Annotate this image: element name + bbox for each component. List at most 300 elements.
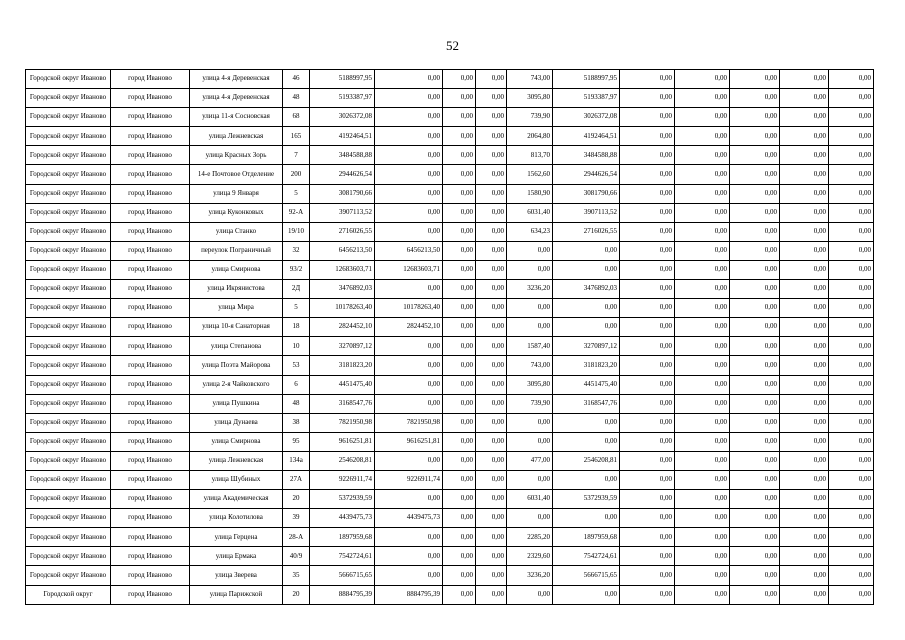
cell-cost: 0,00 <box>553 470 620 489</box>
cell-val-4: 0,00 <box>780 451 829 470</box>
cell-city: город Иваново <box>111 146 190 165</box>
cell-fund-b: 0,00 <box>443 89 476 108</box>
cell-val-5: 0,00 <box>829 394 874 413</box>
cell-val-1: 0,00 <box>620 490 675 509</box>
cell-region: Городской округ Иваново <box>26 509 111 528</box>
cell-street: улица Лежневская <box>190 127 283 146</box>
cell-val-1: 0,00 <box>620 585 675 604</box>
cell-val-2: 0,00 <box>675 375 730 394</box>
cell-total: 10178263,40 <box>310 299 375 318</box>
cell-val-1: 0,00 <box>620 375 675 394</box>
cell-street: улица Ермака <box>190 547 283 566</box>
cell-val-2: 0,00 <box>675 108 730 127</box>
cell-fund-c: 0,00 <box>476 375 507 394</box>
cell-region: Городской округ Иваново <box>26 375 111 394</box>
cell-cost: 5193387,97 <box>553 89 620 108</box>
cell-val-1: 0,00 <box>620 318 675 337</box>
cell-region: Городской округ Иваново <box>26 451 111 470</box>
cell-val-1: 0,00 <box>620 547 675 566</box>
cell-val-4: 0,00 <box>780 585 829 604</box>
cell-fund-a: 0,00 <box>375 184 443 203</box>
cell-street: улица Дунаева <box>190 413 283 432</box>
cell-region: Городской округ Иваново <box>26 490 111 509</box>
table-row <box>26 222 874 241</box>
cell-val-5: 0,00 <box>829 127 874 146</box>
cell-area: 3095,80 <box>507 375 553 394</box>
cell-val-2: 0,00 <box>675 318 730 337</box>
cell-region: Городской округ Иваново <box>26 146 111 165</box>
cell-val-2: 0,00 <box>675 241 730 260</box>
table-row <box>26 127 874 146</box>
cell-val-3: 0,00 <box>730 318 780 337</box>
cell-val-3: 0,00 <box>730 299 780 318</box>
table-row <box>26 241 874 260</box>
cell-house: 95 <box>283 432 310 451</box>
cell-area: 1562,60 <box>507 165 553 184</box>
cell-val-4: 0,00 <box>780 470 829 489</box>
cell-val-5: 0,00 <box>829 585 874 604</box>
cell-fund-a: 0,00 <box>375 108 443 127</box>
cell-total: 4192464,51 <box>310 127 375 146</box>
cell-val-3: 0,00 <box>730 280 780 299</box>
cell-region: Городской округ Иваново <box>26 413 111 432</box>
cell-fund-c: 0,00 <box>476 566 507 585</box>
cell-cost: 0,00 <box>553 432 620 451</box>
cell-val-1: 0,00 <box>620 451 675 470</box>
cell-fund-b: 0,00 <box>443 566 476 585</box>
cell-house: 2Д <box>283 280 310 299</box>
cell-house: 5 <box>283 184 310 203</box>
cell-fund-b: 0,00 <box>443 146 476 165</box>
cell-city: город Иваново <box>111 165 190 184</box>
cell-street: улица Смирнова <box>190 260 283 279</box>
cell-region: Городской округ Иваново <box>26 432 111 451</box>
table-row <box>26 432 874 451</box>
cell-val-4: 0,00 <box>780 222 829 241</box>
cell-val-4: 0,00 <box>780 394 829 413</box>
cell-area: 3236,20 <box>507 280 553 299</box>
cell-street: улица Лежневская <box>190 451 283 470</box>
cell-cost: 0,00 <box>553 585 620 604</box>
cell-total: 3168547,76 <box>310 394 375 413</box>
cell-area: 6031,40 <box>507 203 553 222</box>
cell-val-3: 0,00 <box>730 337 780 356</box>
cell-val-3: 0,00 <box>730 394 780 413</box>
cell-house: 32 <box>283 241 310 260</box>
cell-val-1: 0,00 <box>620 528 675 547</box>
cell-val-2: 0,00 <box>675 394 730 413</box>
cell-val-2: 0,00 <box>675 70 730 89</box>
cell-area: 1587,40 <box>507 337 553 356</box>
cell-house: 19/10 <box>283 222 310 241</box>
cell-cost: 5666715,65 <box>553 566 620 585</box>
cell-area: 739,90 <box>507 394 553 413</box>
cell-val-5: 0,00 <box>829 184 874 203</box>
table-row <box>26 585 874 604</box>
cell-city: город Иваново <box>111 547 190 566</box>
cell-cost: 0,00 <box>553 241 620 260</box>
cell-val-1: 0,00 <box>620 127 675 146</box>
cell-region: Городской округ Иваново <box>26 356 111 375</box>
cell-fund-b: 0,00 <box>443 222 476 241</box>
cell-fund-b: 0,00 <box>443 184 476 203</box>
cell-total: 9226911,74 <box>310 470 375 489</box>
cell-val-4: 0,00 <box>780 70 829 89</box>
cell-val-3: 0,00 <box>730 432 780 451</box>
cell-val-1: 0,00 <box>620 70 675 89</box>
cell-street: улица Куконковых <box>190 203 283 222</box>
cell-region: Городской округ Иваново <box>26 241 111 260</box>
cell-val-3: 0,00 <box>730 184 780 203</box>
cell-val-1: 0,00 <box>620 260 675 279</box>
cell-city: город Иваново <box>111 318 190 337</box>
cell-val-3: 0,00 <box>730 146 780 165</box>
cell-cost: 5188997,95 <box>553 70 620 89</box>
cell-val-1: 0,00 <box>620 108 675 127</box>
cell-val-5: 0,00 <box>829 547 874 566</box>
cell-val-4: 0,00 <box>780 280 829 299</box>
cell-fund-b: 0,00 <box>443 547 476 566</box>
cell-cost: 2716026,55 <box>553 222 620 241</box>
cell-fund-b: 0,00 <box>443 280 476 299</box>
cell-val-5: 0,00 <box>829 432 874 451</box>
cell-total: 4451475,40 <box>310 375 375 394</box>
cell-val-4: 0,00 <box>780 375 829 394</box>
cell-area: 0,00 <box>507 260 553 279</box>
cell-total: 3026372,08 <box>310 108 375 127</box>
cell-area: 0,00 <box>507 509 553 528</box>
cell-val-4: 0,00 <box>780 490 829 509</box>
cell-fund-c: 0,00 <box>476 470 507 489</box>
cell-total: 4439475,73 <box>310 509 375 528</box>
cell-house: 20 <box>283 585 310 604</box>
cell-val-4: 0,00 <box>780 509 829 528</box>
cell-fund-b: 0,00 <box>443 337 476 356</box>
cell-val-1: 0,00 <box>620 184 675 203</box>
cell-city: город Иваново <box>111 222 190 241</box>
cell-fund-a: 0,00 <box>375 490 443 509</box>
cell-fund-c: 0,00 <box>476 222 507 241</box>
cell-val-4: 0,00 <box>780 337 829 356</box>
cell-fund-c: 0,00 <box>476 146 507 165</box>
cell-area: 477,00 <box>507 451 553 470</box>
cell-fund-a: 4439475,73 <box>375 509 443 528</box>
table-row <box>26 337 874 356</box>
cell-val-5: 0,00 <box>829 299 874 318</box>
cell-val-1: 0,00 <box>620 470 675 489</box>
cell-val-4: 0,00 <box>780 413 829 432</box>
cell-region: Городской округ Иваново <box>26 165 111 184</box>
cell-val-1: 0,00 <box>620 89 675 108</box>
cell-city: город Иваново <box>111 260 190 279</box>
cell-street: улица Икрянистова <box>190 280 283 299</box>
cell-val-2: 0,00 <box>675 585 730 604</box>
table-row <box>26 260 874 279</box>
cell-area: 0,00 <box>507 585 553 604</box>
cell-val-3: 0,00 <box>730 490 780 509</box>
cell-val-2: 0,00 <box>675 89 730 108</box>
cell-total: 7542724,61 <box>310 547 375 566</box>
cell-house: 39 <box>283 509 310 528</box>
cell-total: 3270897,12 <box>310 337 375 356</box>
cell-street: улица Зверева <box>190 566 283 585</box>
cell-cost: 2546208,81 <box>553 451 620 470</box>
cell-house: 38 <box>283 413 310 432</box>
cell-city: город Иваново <box>111 451 190 470</box>
cell-city: город Иваново <box>111 241 190 260</box>
cell-cost: 5372939,59 <box>553 490 620 509</box>
cell-cost: 3907113,52 <box>553 203 620 222</box>
cell-fund-c: 0,00 <box>476 432 507 451</box>
cell-fund-c: 0,00 <box>476 394 507 413</box>
cell-cost: 3181823,20 <box>553 356 620 375</box>
cell-val-2: 0,00 <box>675 337 730 356</box>
cell-val-4: 0,00 <box>780 566 829 585</box>
table-row <box>26 375 874 394</box>
cell-fund-c: 0,00 <box>476 490 507 509</box>
cell-cost: 0,00 <box>553 318 620 337</box>
cell-fund-c: 0,00 <box>476 184 507 203</box>
table-row <box>26 318 874 337</box>
cell-city: город Иваново <box>111 490 190 509</box>
cell-val-5: 0,00 <box>829 451 874 470</box>
cell-house: 18 <box>283 318 310 337</box>
cell-area: 0,00 <box>507 318 553 337</box>
cell-val-3: 0,00 <box>730 528 780 547</box>
cell-val-3: 0,00 <box>730 356 780 375</box>
table-row <box>26 299 874 318</box>
cell-fund-b: 0,00 <box>443 299 476 318</box>
cell-fund-b: 0,00 <box>443 260 476 279</box>
cell-fund-c: 0,00 <box>476 299 507 318</box>
cell-val-2: 0,00 <box>675 547 730 566</box>
cell-fund-a: 0,00 <box>375 451 443 470</box>
cell-val-2: 0,00 <box>675 280 730 299</box>
cell-house: 53 <box>283 356 310 375</box>
cell-val-4: 0,00 <box>780 108 829 127</box>
cell-val-2: 0,00 <box>675 127 730 146</box>
cell-house: 10 <box>283 337 310 356</box>
cell-street: улица Герцена <box>190 528 283 547</box>
cell-val-4: 0,00 <box>780 432 829 451</box>
cell-house: 27А <box>283 470 310 489</box>
cell-val-1: 0,00 <box>620 394 675 413</box>
cell-region: Городской округ Иваново <box>26 318 111 337</box>
cell-area: 2329,60 <box>507 547 553 566</box>
cell-val-2: 0,00 <box>675 413 730 432</box>
cell-house: 48 <box>283 89 310 108</box>
cell-fund-c: 0,00 <box>476 356 507 375</box>
cell-cost: 0,00 <box>553 509 620 528</box>
cell-fund-b: 0,00 <box>443 127 476 146</box>
cell-region: Городской округ Иваново <box>26 89 111 108</box>
cell-fund-b: 0,00 <box>443 585 476 604</box>
cell-val-1: 0,00 <box>620 413 675 432</box>
cell-val-1: 0,00 <box>620 280 675 299</box>
cell-house: 92-А <box>283 203 310 222</box>
cell-fund-b: 0,00 <box>443 470 476 489</box>
cell-total: 12683603,71 <box>310 260 375 279</box>
cell-city: город Иваново <box>111 394 190 413</box>
cell-region: Городской округ Иваново <box>26 337 111 356</box>
cell-fund-a: 0,00 <box>375 146 443 165</box>
cell-cost: 4192464,51 <box>553 127 620 146</box>
cell-val-1: 0,00 <box>620 203 675 222</box>
cell-fund-b: 0,00 <box>443 509 476 528</box>
cell-region: Городской округ Иваново <box>26 547 111 566</box>
table-row <box>26 547 874 566</box>
cell-fund-a: 0,00 <box>375 203 443 222</box>
cell-city: город Иваново <box>111 566 190 585</box>
cell-house: 6 <box>283 375 310 394</box>
cell-area: 2285,20 <box>507 528 553 547</box>
cell-total: 8884795,39 <box>310 585 375 604</box>
cell-val-3: 0,00 <box>730 241 780 260</box>
cell-region: Городской округ Иваново <box>26 566 111 585</box>
cell-total: 9616251,81 <box>310 432 375 451</box>
cell-city: город Иваново <box>111 299 190 318</box>
cell-city: город Иваново <box>111 470 190 489</box>
cell-val-5: 0,00 <box>829 490 874 509</box>
cell-val-4: 0,00 <box>780 528 829 547</box>
cell-val-5: 0,00 <box>829 318 874 337</box>
cell-city: город Иваново <box>111 509 190 528</box>
table-row <box>26 280 874 299</box>
cell-house: 93/2 <box>283 260 310 279</box>
cell-fund-a: 9226911,74 <box>375 470 443 489</box>
cell-street: улица 10-я Санаторная <box>190 318 283 337</box>
cell-val-4: 0,00 <box>780 547 829 566</box>
cell-fund-a: 9616251,81 <box>375 432 443 451</box>
cell-fund-b: 0,00 <box>443 394 476 413</box>
cell-fund-b: 0,00 <box>443 451 476 470</box>
cell-area: 0,00 <box>507 299 553 318</box>
cell-fund-c: 0,00 <box>476 318 507 337</box>
cell-fund-b: 0,00 <box>443 375 476 394</box>
cell-fund-b: 0,00 <box>443 70 476 89</box>
cell-cost: 1897959,68 <box>553 528 620 547</box>
table-row <box>26 566 874 585</box>
cell-region: Городской округ Иваново <box>26 203 111 222</box>
cell-val-5: 0,00 <box>829 146 874 165</box>
table-row <box>26 356 874 375</box>
cell-total: 3081790,66 <box>310 184 375 203</box>
cell-street: переулок Пограничный <box>190 241 283 260</box>
cell-street: улица Степанова <box>190 337 283 356</box>
cell-total: 3476892,03 <box>310 280 375 299</box>
cell-fund-a: 0,00 <box>375 337 443 356</box>
cell-val-3: 0,00 <box>730 413 780 432</box>
cell-region: Городской округ Иваново <box>26 394 111 413</box>
cell-val-3: 0,00 <box>730 165 780 184</box>
cell-area: 634,23 <box>507 222 553 241</box>
cell-val-3: 0,00 <box>730 375 780 394</box>
cell-val-5: 0,00 <box>829 528 874 547</box>
cell-fund-a: 0,00 <box>375 547 443 566</box>
cell-street: улица Шубиных <box>190 470 283 489</box>
cell-val-5: 0,00 <box>829 566 874 585</box>
cell-cost: 3270897,12 <box>553 337 620 356</box>
cell-area: 743,00 <box>507 356 553 375</box>
cell-city: город Иваново <box>111 337 190 356</box>
cell-fund-a: 10178263,40 <box>375 299 443 318</box>
table-row <box>26 451 874 470</box>
cell-val-3: 0,00 <box>730 222 780 241</box>
cell-area: 3095,80 <box>507 89 553 108</box>
cell-city: город Иваново <box>111 184 190 203</box>
cell-val-2: 0,00 <box>675 451 730 470</box>
cell-val-5: 0,00 <box>829 241 874 260</box>
cell-total: 2824452,10 <box>310 318 375 337</box>
cell-area: 2064,80 <box>507 127 553 146</box>
cell-total: 2716026,55 <box>310 222 375 241</box>
cell-region: Городской округ Иваново <box>26 127 111 146</box>
table-row <box>26 509 874 528</box>
cell-area: 813,70 <box>507 146 553 165</box>
cell-val-1: 0,00 <box>620 241 675 260</box>
cell-fund-a: 2824452,10 <box>375 318 443 337</box>
cell-house: 28-А <box>283 528 310 547</box>
cell-fund-a: 12683603,71 <box>375 260 443 279</box>
cell-city: город Иваново <box>111 203 190 222</box>
table-row <box>26 203 874 222</box>
cell-street: улица Академическая <box>190 490 283 509</box>
cell-val-3: 0,00 <box>730 260 780 279</box>
cell-val-4: 0,00 <box>780 89 829 108</box>
cell-fund-a: 0,00 <box>375 375 443 394</box>
cell-total: 3484588,88 <box>310 146 375 165</box>
cell-fund-a: 6456213,50 <box>375 241 443 260</box>
cell-val-1: 0,00 <box>620 165 675 184</box>
cell-fund-b: 0,00 <box>443 203 476 222</box>
cell-region: Городской округ Иваново <box>26 108 111 127</box>
cell-region: Городской округ Иваново <box>26 280 111 299</box>
cell-fund-c: 0,00 <box>476 241 507 260</box>
cell-fund-b: 0,00 <box>443 490 476 509</box>
cell-val-2: 0,00 <box>675 203 730 222</box>
cell-fund-b: 0,00 <box>443 108 476 127</box>
cell-fund-c: 0,00 <box>476 203 507 222</box>
cell-val-1: 0,00 <box>620 299 675 318</box>
cell-val-5: 0,00 <box>829 337 874 356</box>
cell-cost: 3484588,88 <box>553 146 620 165</box>
cell-total: 1897959,68 <box>310 528 375 547</box>
cell-fund-c: 0,00 <box>476 413 507 432</box>
cell-fund-c: 0,00 <box>476 547 507 566</box>
cell-street: улица 4-я Деревенская <box>190 70 283 89</box>
table-row <box>26 165 874 184</box>
cell-val-5: 0,00 <box>829 509 874 528</box>
cell-city: город Иваново <box>111 375 190 394</box>
cell-city: город Иваново <box>111 70 190 89</box>
cell-total: 2944626,54 <box>310 165 375 184</box>
cell-val-3: 0,00 <box>730 451 780 470</box>
cell-fund-a: 0,00 <box>375 566 443 585</box>
cell-val-4: 0,00 <box>780 146 829 165</box>
cell-fund-c: 0,00 <box>476 89 507 108</box>
cell-fund-a: 0,00 <box>375 356 443 375</box>
cell-cost: 0,00 <box>553 260 620 279</box>
cell-val-1: 0,00 <box>620 337 675 356</box>
cell-val-2: 0,00 <box>675 356 730 375</box>
cell-fund-b: 0,00 <box>443 318 476 337</box>
cell-city: город Иваново <box>111 528 190 547</box>
cell-house: 48 <box>283 394 310 413</box>
table-row <box>26 490 874 509</box>
cell-val-5: 0,00 <box>829 280 874 299</box>
cell-val-2: 0,00 <box>675 432 730 451</box>
cell-street: 14-е Почтовое Отделение <box>190 165 283 184</box>
